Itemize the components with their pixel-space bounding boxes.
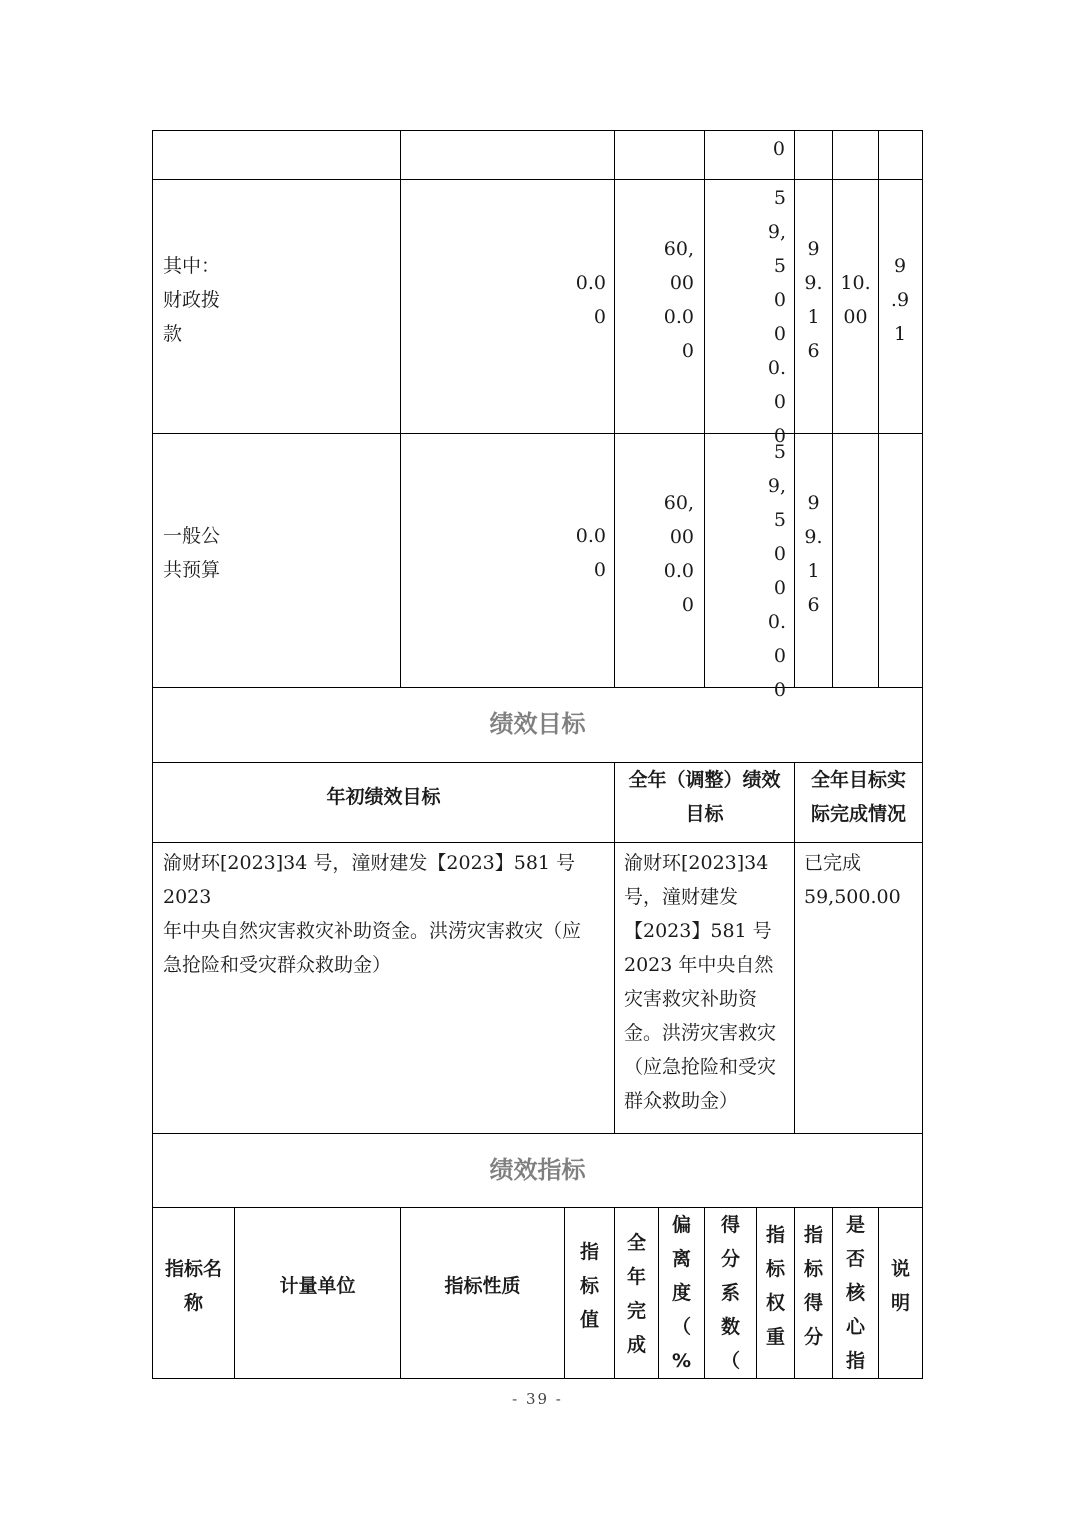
cell-fiscal-initial: 0.0 0	[575, 272, 606, 328]
adjusted-goal-text: 渝财环[2023]34 号，潼财建发 【2023】581 号 2023 年中央自然 灾害救灾补助资 金。洪涝灾害救灾 （应急抢险和受灾 群众救助金）	[624, 852, 777, 1112]
cell-fiscal-actual: 5 9, 5 0 0 0. 0 0	[767, 187, 786, 447]
cell-fiscal-score: 9 .9 1	[890, 255, 910, 345]
header-annual-complete: 全 年 完 成	[626, 1232, 646, 1356]
header-nature: 指标性质	[444, 1275, 521, 1297]
header-weight: 指 标 权 重	[765, 1224, 785, 1348]
cell-fiscal-rate: 9 9. 1 6	[804, 238, 823, 362]
header-deviation: 偏 离 度 （ %	[671, 1214, 692, 1372]
cell-general-rate: 9 9. 1 6	[804, 492, 823, 616]
table-bottom-border	[152, 1378, 923, 1379]
col-border	[614, 130, 615, 687]
header-core-indicator: 是 否 核 心 指	[845, 1214, 865, 1372]
cell-fiscal-weight: 10. 00	[840, 272, 871, 328]
col-border	[400, 130, 401, 687]
section-title-indicators: 绩效指标	[489, 1156, 586, 1184]
actual-completion-text: 已完成 59,500.00	[804, 852, 901, 908]
section-title-goals: 绩效目标	[489, 710, 586, 738]
header-actual-completion: 全年目标实 际完成情况	[810, 769, 906, 825]
row-border	[152, 842, 923, 843]
header-indicator-value: 指 标 值	[579, 1241, 599, 1331]
cell-fiscal-adjusted: 60, 00 0.0 0	[663, 238, 694, 362]
cell-general-adjusted: 60, 00 0.0 0	[663, 492, 694, 616]
table-right-border	[922, 130, 923, 1379]
header-note: 说 明	[890, 1258, 910, 1314]
row-label-general: 一般公 共预算	[163, 525, 221, 581]
table-left-border	[152, 130, 153, 1379]
table-top-border	[152, 130, 923, 131]
header-score-coef: 得 分 系 数 （	[720, 1214, 740, 1372]
col-border	[704, 130, 705, 687]
row-border	[152, 687, 923, 688]
row-border	[152, 1133, 923, 1134]
cell-general-actual: 5 9, 5 0 0 0. 0 0	[767, 441, 786, 701]
col-border	[878, 130, 879, 687]
row-label-fiscal: 其中： 财政拨 款	[163, 255, 221, 345]
initial-goal-text: 渝财环[2023]34 号，潼财建发【2023】581 号 2023 年中央自然灾害救灾补助资金。洪涝灾害救灾（应 急抢险和受灾群众救助金）	[163, 852, 582, 976]
row-border	[152, 1207, 923, 1208]
cell-general-initial: 0.0 0	[575, 525, 606, 581]
row-border	[152, 433, 923, 434]
header-adjusted-goal: 全年（调整）绩效 目标	[628, 769, 781, 825]
header-score: 指 标 得 分	[803, 1224, 823, 1348]
page-number: - 39 -	[512, 1390, 563, 1408]
cell-top-actual: 0	[772, 138, 785, 160]
col-border	[832, 130, 833, 687]
header-initial-goal: 年初绩效目标	[326, 786, 441, 808]
header-unit: 计量单位	[279, 1275, 356, 1297]
header-indicator-name: 指标名 称	[164, 1258, 222, 1314]
row-border	[152, 179, 923, 180]
